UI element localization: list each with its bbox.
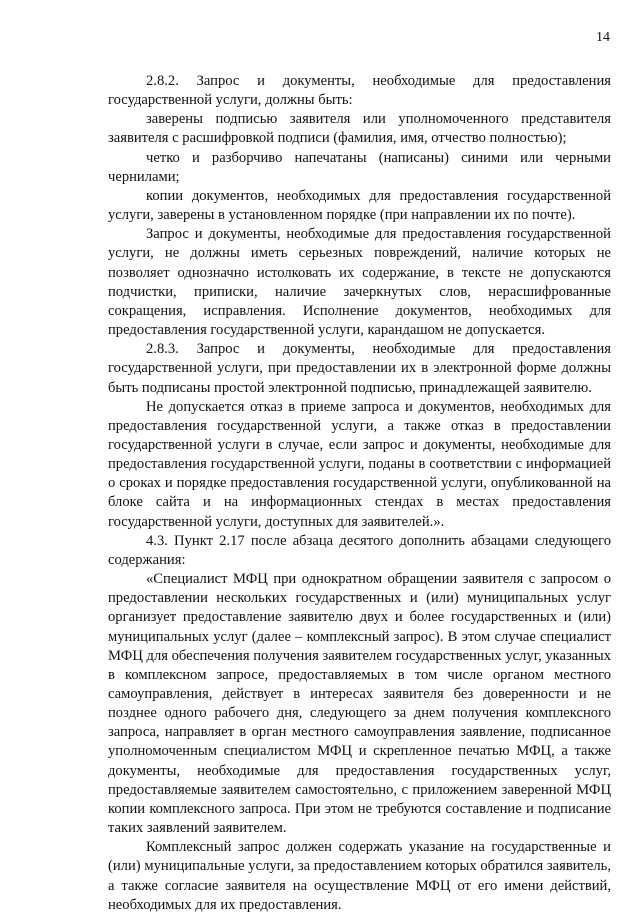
- paragraph-4-3: 4.3. Пункт 2.17 после абзаца десятого дополнить абзацами следующего содержания:: [108, 532, 611, 568]
- paragraph-mfc-complex-request: «Специалист МФЦ при однократном обращении заявителя с запросом о предоставлении нескольких государственных и (или) муниципальных услуг организует предоставление заявителю двух и более государственных и (или) муниципальных услуг (далее – комплексный запрос). В этом случае специалист МФЦ для обеспечения получения заявителем государственных услуг, указанных в комплексном запросе, предоставляемых в том числе органом местного самоуправления, действует в интересах заявителя без доверенности и не позднее одного рабочего дня, следующего за днем получения комплексного запроса, направляет в орган местного самоуправления заявление, подписанное уполномоченным специалистом МФЦ и скрепленное печатью МФЦ, а также документы, необходимые для предоставления государственных услуг, предоставляемые заявителем самостоятельно, с приложением заверенной МФЦ копии комплексного запроса. При этом не требуются составление и подписание таких заявлений заявителем.: [108, 571, 611, 837]
- paragraph-complex-request-content: Комплексный запрос должен содержать указание на государственные и (или) муниципальные услуги, за предоставлением которых обратился заявитель, а также согласие заявителя на осуществление МФЦ от его имени действий, необходимых для их предоставления.: [108, 839, 611, 913]
- paragraph-copies-requirement: копии документов, необходимых для предоставления государственной услуги, заверены в установленном порядке (при направлении их по почте).: [108, 187, 611, 224]
- paragraph-signed-requirement: заверены подписью заявителя или уполномоченного представителя заявителя с расшифровкой подписи (фамилия, имя, отчество полностью);: [108, 111, 611, 147]
- paragraph-2-8-2-intro: 2.8.2. Запрос и документы, необходимые для предоставления государственной услуги, должны быть:: [108, 73, 611, 109]
- document-body: [108, 72, 611, 915]
- page-number: 14: [596, 30, 610, 45]
- paragraph-ink-requirement: четко и разборчиво напечатаны (написаны) синими или черными чернилами;: [108, 149, 611, 185]
- paragraph-damage-requirement: Запрос и документы, необходимые для предоставления государственной услуги, не должны иметь серьезных повреждений, наличие которых не позволяет однозначно истолковать их содержание, в тексте не допускаются подчистки, приписки, наличие зачеркнутых слов, нерасшифрованные сокращения, исправления. Исполнение документов, необходимых для предоставления государственной услуги, карандашом не допускается.: [108, 226, 611, 339]
- paragraph-2-8-3: 2.8.3. Запрос и документы, необходимые для предоставления государственной услуги, при предоставлении их в электронной форме должны быть подписаны простой электронной подписью, принадлежащей заявителю.: [108, 341, 611, 396]
- paragraph-refusal-prohibited: Не допускается отказ в приеме запроса и документов, необходимых для предоставления государственной услуги, а также отказ в предоставлении государственной услуги в случае, если запрос и документы, необходимые для предоставления государственной услуги, поданы в соответствии с информацией о сроках и порядке предоставления государственной услуги, опубликованной на блоке сайта и на информационных стендах в местах предоставления государственной услуги, доступных для заявителей.».: [108, 398, 611, 530]
